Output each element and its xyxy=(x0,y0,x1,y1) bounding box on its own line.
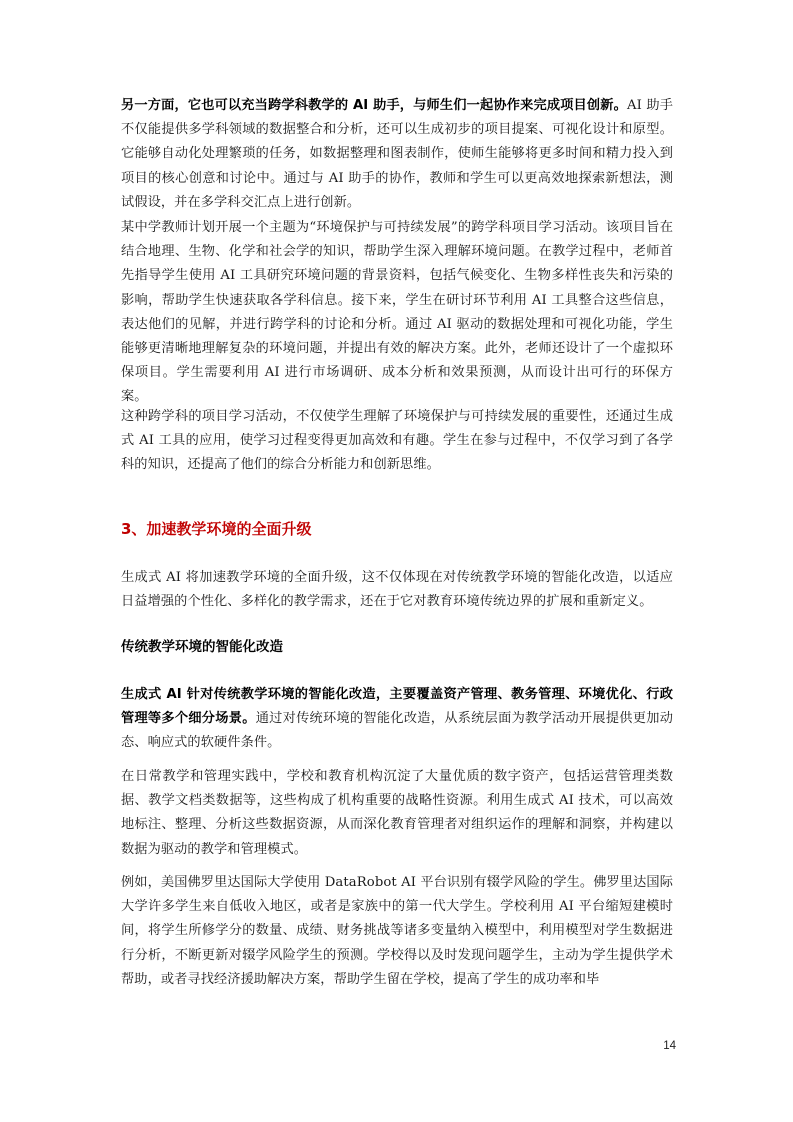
paragraph-text: 在日常教学和管理实践中，学校和教育机构沉淀了大量优质的数字资产，包括运营管理类数据、教学文档类数据等，这些构成了机构重要的战略性资源。利用生成式 AI 技术，可以高效地标注、整理、分析这些数据资源，从而深化教育管理者对组织运作的理解和洞察，并构建以数据为驱动的教学和管理模式。 xyxy=(121,769,673,857)
paragraph-smart-renovation xyxy=(121,683,673,756)
page-number: 14 xyxy=(663,1040,676,1052)
paragraph-text: AI 助手不仅能提供多学科领域的数据整合和分析，还可以生成初步的项目提案、可视化设计和原型。它能够自动化处理繁琐的任务，如数据整理和图表制作，使师生能够将更多时间和精力投入到项目的核心创意和讨论中。通过与 AI 助手的协作，教师和学生可以更高效地探索新想法，测试假设，并在多学科交汇点上进行创新。 xyxy=(121,98,673,210)
paragraph-text: 例如，美国佛罗里达国际大学使用 DataRobot AI 平台识别有辍学风险的学生。佛罗里达国际大学许多学生来自低收入地区，或者是家族中的第一代大学生。学校利用 AI 平台缩短建模时间，将学生所修学分的数量、成绩、财务挑战等诸多变量纳入模型中，利用模型对学生数据进行分析，不断更新对辍学风险学生的预测。学校得以及时发现问题学生，主动为学生提供学术帮助，或者寻找经济援助解决方案，帮助学生留在学校，提高了学生的成功率和毕 xyxy=(121,875,673,987)
paragraph-fiu-example xyxy=(121,871,673,992)
paragraph-data-assets xyxy=(121,765,673,862)
paragraph-text: 这种跨学科的项目学习活动，不仅使学生理解了环境保护与可持续发展的重要性，还通过生成式 AI 工具的应用，使学习过程变得更加高效和有趣。学生在参与过程中，不仅学习到了各学科的知识，还提高了他们的综合分析能力和创新思维。 xyxy=(121,409,673,473)
paragraph-lead: 生成式 AI 针对传统教学环境的智能化改造，主要覆盖资产管理、教务管理、环境优化、行政管理等多个细分场景。 xyxy=(121,687,673,727)
paragraph-text: 通过对传统环境的智能化改造，从系统层面为教学活动开展提供更加动态、响应式的软硬件条件。 xyxy=(121,711,673,751)
subsection-heading: 传统教学环境的智能化改造 xyxy=(121,639,283,655)
paragraph-text: 某中学教师计划开展一个主题为“环境保护与可持续发展”的跨学科项目学习活动。该项目旨在结合地理、生物、化学和社会学的知识，帮助学生深入理解环境问题。在教学过程中，老师首先指导学生使用 AI 工具研究环境问题的背景资料，包括气候变化、生物多样性丧失和污染的影响，帮助学生快速获取各学科信息。接下来，学生在研讨环节利用 AI 工具整合这些信息，表达他们的见解，并进行跨学科的讨论和分析。通过 AI 驱动的数据处理和可视化功能，学生能够更清晰地理解复杂的环境问题，并提出有效的解决方案。此外，老师还设计了一个虚拟环保项目。学生需要利用 AI 进行市场调研、成本分析和效果预测，从而设计出可行的环保方案。 xyxy=(121,220,673,405)
paragraph-text: 生成式 AI 将加速教学环境的全面升级，这不仅体现在对传统教学环境的智能化改造，以适应日益增强的个性化、多样化的教学需求，还在于它对教育环境传统边界的扩展和重新定义。 xyxy=(121,570,673,610)
paragraph-lead: 另一方面，它也可以充当跨学科教学的 AI 助手，与师生们一起协作来完成项目创新。 xyxy=(121,98,628,113)
paragraph-case-study xyxy=(121,216,673,410)
paragraph-ai-assistant xyxy=(121,94,673,215)
paragraph-summary xyxy=(121,405,673,478)
section-heading: 3、加速教学环境的全面升级 xyxy=(121,520,312,538)
paragraph-section-intro xyxy=(121,566,673,614)
